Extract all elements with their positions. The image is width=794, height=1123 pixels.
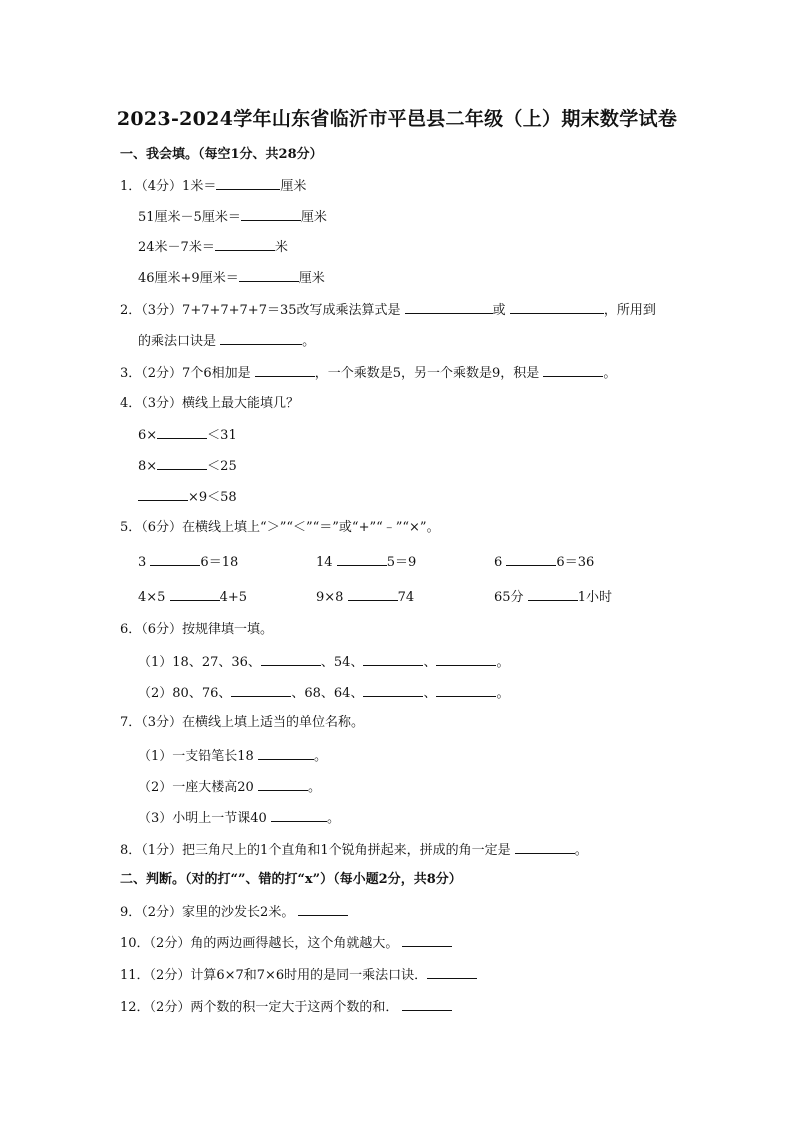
question-text: 。 [496,686,510,701]
question-text: 46厘米+9厘米＝ [138,271,239,286]
question-text: 2．（3分）7+7+7+7+7＝35改写成乘法算式是 [120,303,401,318]
question-6-a [138,652,509,672]
question-text: 、68、64、 [291,686,364,701]
answer-blank[interactable] [215,237,275,251]
answer-blank[interactable] [348,587,398,601]
question-text: 4+5 [219,590,248,605]
answer-blank[interactable] [405,300,493,314]
question-text: 51厘米－5厘米＝ [138,210,241,225]
question-4-a [138,425,237,445]
answer-blank[interactable] [258,777,308,791]
question-text: 9×8 [316,590,344,605]
question-text: 1．（4分）1米＝ [120,179,217,194]
question-text: （2）一座大楼高20 [138,780,254,795]
question-text: 65分 [494,590,524,605]
question-5-r1c1 [138,552,238,572]
section-2-heading: 二、判断。（对的打“”、错的打“x”）（每小题2分，共8分） [120,872,462,887]
question-text: 9．（2分）家里的沙发长2米。 [120,905,295,920]
page-title: 2023-2024学年山东省临沂市平邑县二年级（上）期末数学试卷 [116,108,678,130]
question-text: 6× [138,428,158,443]
answer-blank[interactable] [239,268,299,282]
question-text: 5＝9 [386,555,417,570]
answer-blank[interactable] [258,746,314,760]
answer-blank[interactable] [220,331,302,345]
answer-blank[interactable] [138,487,188,501]
question-text: 的乘法口诀是 [138,334,217,349]
question-5-r2c2 [316,587,414,607]
question-2 [120,300,656,320]
question-7-a [138,746,327,766]
question-text: ，一个乘数是5，另一个乘数是9，积是 [314,366,540,381]
question-5-r1c2 [316,552,416,572]
question-text: ＜25 [207,459,237,474]
question-text: 6＝18 [200,555,239,570]
question-text: 6＝36 [556,555,595,570]
question-text: 或 [492,303,506,318]
question-text: （1）18、27、36、 [138,655,261,670]
question-12 [120,997,452,1017]
question-text: 10．（2分）角的两边画得越长，这个角就越大。 [120,936,399,951]
answer-blank[interactable] [515,840,575,854]
answer-blank[interactable] [528,587,578,601]
question-7-b [138,777,321,797]
answer-blank[interactable] [427,965,477,979]
question-7-c [138,808,340,828]
question-11 [120,965,477,985]
question-text: ，所用到 [603,303,656,318]
question-1-b [138,207,327,227]
question-text: 。 [326,811,340,826]
question-text: （2）80、76、 [138,686,232,701]
answer-blank[interactable] [170,587,220,601]
question-text: 1小时 [577,590,612,605]
answer-blank[interactable] [150,552,200,566]
answer-blank[interactable] [298,902,348,916]
question-text: 厘米 [300,210,327,225]
question-text: 3 [138,555,147,570]
answer-blank[interactable] [436,652,496,666]
question-text: （1）一支铅笔长18 [138,749,254,764]
answer-blank[interactable] [337,552,387,566]
answer-blank[interactable] [231,683,291,697]
question-text: 厘米 [280,179,307,194]
question-2-b [138,331,315,351]
question-1-c [138,237,288,257]
question-text: 、 [423,655,437,670]
question-text: 。 [496,655,510,670]
question-text: 。 [603,366,617,381]
question-text: 、 [423,686,437,701]
question-text: 厘米 [298,271,325,286]
question-text: 12．（2分）两个数的积一定大于这两个数的和． [120,1000,399,1015]
question-3 [120,363,616,383]
question-text: （3）小明上一节课40 [138,811,267,826]
question-text: 8× [138,459,158,474]
question-4-b [138,456,237,476]
question-text: 。 [307,780,321,795]
answer-blank[interactable] [157,425,207,439]
answer-blank[interactable] [363,652,423,666]
question-6-b [138,683,509,703]
question-text: 4×5 [138,590,166,605]
answer-blank[interactable] [271,808,327,822]
question-text: 。 [302,334,316,349]
question-4-c [138,487,237,507]
answer-blank[interactable] [157,456,207,470]
question-text: 24米－7米＝ [138,240,215,255]
question-5-r2c3 [494,587,612,607]
question-9 [120,902,348,922]
question-text: 、54、 [320,655,364,670]
question-text: 。 [313,749,327,764]
answer-blank[interactable] [241,207,301,221]
question-7: 7．（3分）在横线上填上适当的单位名称。 [120,715,365,730]
question-text: ＜31 [207,428,237,443]
question-1 [120,176,306,196]
question-text: 米 [274,240,288,255]
answer-blank[interactable] [216,176,280,190]
question-text: 14 [316,555,333,570]
question-10 [120,933,452,953]
answer-blank[interactable] [402,997,452,1011]
question-5: 5．（6分）在横线上填上“＞”“＜”“＝”或“+”“﹣”“×”。 [120,520,440,535]
question-5-r2c1 [138,587,247,607]
answer-blank[interactable] [255,363,315,377]
section-1-heading: 一、我会填。（每空1分、共28分） [120,147,323,162]
question-text: ×9＜58 [188,490,237,505]
question-5-r1c3 [494,552,594,572]
answer-blank[interactable] [261,652,321,666]
answer-blank[interactable] [506,552,556,566]
question-text: 6 [494,555,503,570]
question-text: 11．（2分）计算6×7和7×6时用的是同一乘法口诀． [120,968,428,983]
question-8 [120,840,588,860]
question-4: 4．（3分）横线上最大能填几？ [120,396,300,411]
question-text: 74 [397,590,415,605]
answer-blank[interactable] [436,683,496,697]
question-6: 6．（6分）按规律填一填。 [120,622,274,637]
question-1-d [138,268,325,288]
answer-blank[interactable] [402,933,452,947]
question-text: 8．（1分）把三角尺上的1个直角和1个锐角拼起来，拼成的角一定是 [120,843,511,858]
answer-blank[interactable] [363,683,423,697]
answer-blank[interactable] [510,300,604,314]
question-text: 3．（2分）7个6相加是 [120,366,251,381]
answer-blank[interactable] [543,363,603,377]
question-text: 。 [574,843,588,858]
